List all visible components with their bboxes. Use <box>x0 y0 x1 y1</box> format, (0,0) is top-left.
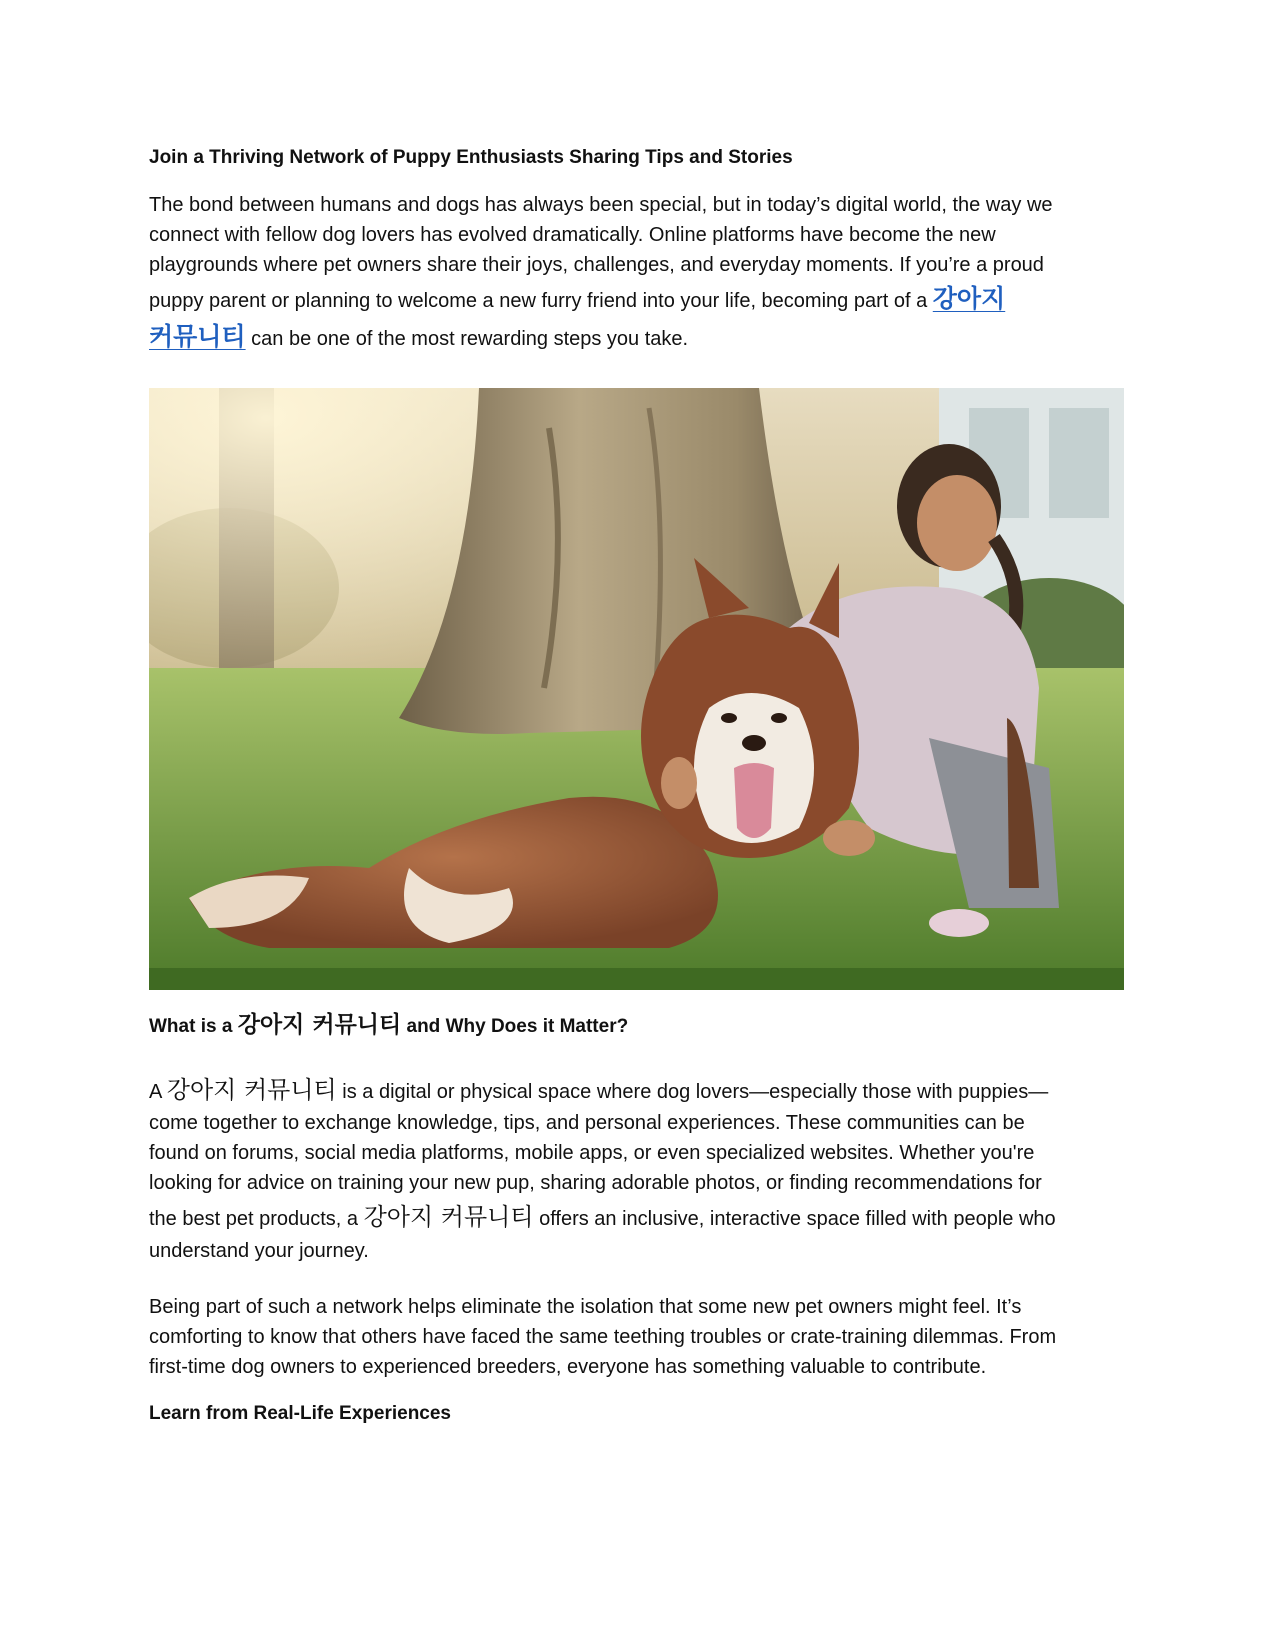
intro-paragraph <box>149 190 1124 356</box>
paragraph-line: understand your journey. <box>149 1240 369 1262</box>
section1-paragraph-2 <box>149 1292 1124 1382</box>
paragraph-text: is a digital or physical space where dog lovers—especially those with puppies— <box>336 1081 1049 1103</box>
intro-line <box>149 280 1124 318</box>
article-title: Join a Thriving Network of Puppy Enthusiasts Sharing Tips and Stories <box>149 147 793 168</box>
intro-line: playgrounds where pet owners share their joys, challenges, and everyday moments. If you’re a proud <box>149 254 1044 276</box>
paragraph-text: A <box>149 1081 167 1103</box>
intro-line: The bond between humans and dogs has always been special, but in today’s digital world, the way we <box>149 194 1053 216</box>
paragraph-line: looking for advice on training your new pup, sharing adorable photos, or finding recommendations for <box>149 1172 1042 1194</box>
heading-korean: 강아지 커뮤니티 <box>237 1012 402 1038</box>
section1-paragraph-1 <box>149 1072 1124 1266</box>
intro-text: can be one of the most rewarding steps you take. <box>245 328 689 350</box>
paragraph-line <box>149 1072 1124 1108</box>
paragraph-text: offers an inclusive, interactive space filled with people who <box>533 1208 1056 1230</box>
intro-text: puppy parent or planning to welcome a new furry friend into your life, becoming part of a <box>149 290 933 312</box>
paragraph-text: the best pet products, a <box>149 1208 364 1230</box>
section-heading-what-is <box>149 1010 628 1042</box>
intro-line: connect with fellow dog lovers has evolved dramatically. Online platforms have become the new <box>149 224 996 246</box>
heading-text: What is a <box>149 1016 238 1037</box>
paragraph-line: first-time dog owners to experienced breeders, everyone has something valuable to contribute. <box>149 1356 987 1378</box>
paragraph-line: comforting to know that others have faced the same teething troubles or crate-training dilemmas. From <box>149 1326 1057 1348</box>
woman-and-dog-photo <box>149 388 1124 990</box>
paragraph-line <box>149 1198 1124 1236</box>
paragraph-line: Being part of such a network helps eliminate the isolation that some new pet owners might feel. It’s <box>149 1296 1022 1318</box>
paragraph-line: come together to exchange knowledge, tips, and personal experiences. These communities can be <box>149 1112 1025 1134</box>
paragraph-line: found on forums, social media platforms, mobile apps, or even specialized websites. Whether you're <box>149 1142 1035 1164</box>
intro-line <box>149 318 1124 356</box>
section-heading-real-life: Learn from Real-Life Experiences <box>149 1403 451 1424</box>
community-link-part2[interactable]: 커뮤니티 <box>149 323 246 351</box>
korean-term: 강아지 커뮤니티 <box>363 1203 534 1231</box>
community-link-part1[interactable]: 강아지 <box>932 285 1006 313</box>
heading-text: and Why Does it Matter? <box>401 1016 629 1037</box>
korean-term: 강아지 커뮤니티 <box>166 1076 337 1104</box>
